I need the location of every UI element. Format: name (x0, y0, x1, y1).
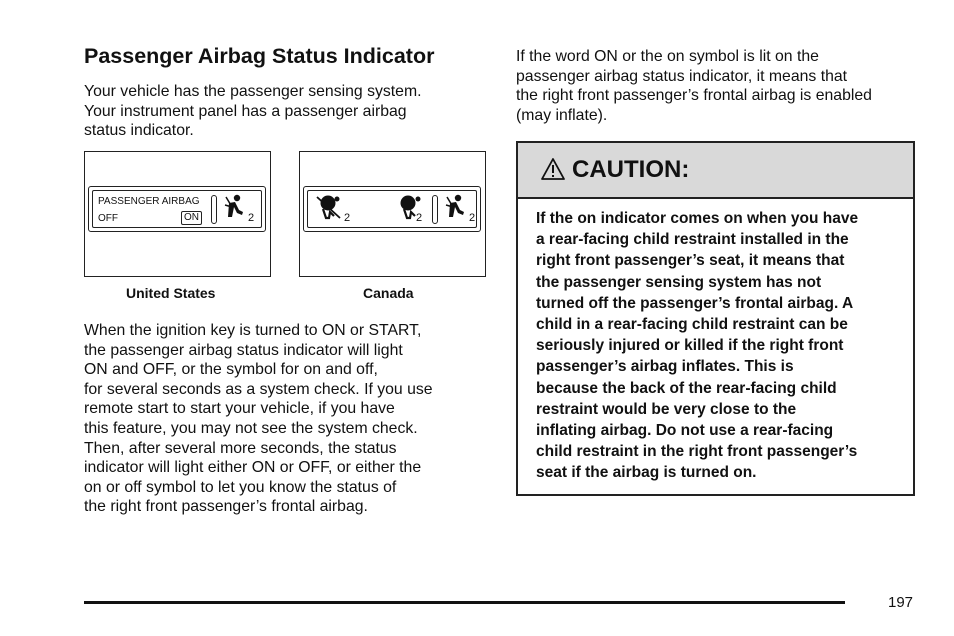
canada-subscript-1: 2 (344, 212, 351, 224)
ignition-line: this feature, you may not see the system check. (84, 419, 418, 437)
canada-divider (432, 195, 438, 224)
us-label-off: OFF (98, 213, 118, 224)
caution-header (518, 143, 913, 199)
airbag-seated-passenger-icon (223, 193, 247, 223)
page-number: 197 (888, 594, 914, 611)
section-heading: Passenger Airbag Status Indicator (84, 44, 435, 68)
caution-line: right front passenger’s seat, it means that (536, 252, 845, 270)
us-label-on: ON (181, 211, 202, 225)
ignition-line: for several seconds as a system check. If you use (84, 380, 433, 398)
caution-line: If the on indicator comes on when you have (536, 210, 859, 227)
caution-line: turned off the passenger’s frontal airbag. A (536, 294, 854, 312)
us-caption: United States (126, 285, 216, 301)
intro-line: Your instrument panel has a passenger airbag (84, 102, 407, 120)
caution-line: a rear-facing child restraint installed in the (536, 231, 849, 249)
footer-rule (84, 601, 845, 604)
canada-subscript-3: 2 (469, 212, 476, 224)
caution-line: the passenger sensing system has not (536, 273, 822, 291)
ignition-line: remote start to start your vehicle, if you have (84, 400, 395, 418)
caution-line: child in a rear-facing child restraint can be (536, 316, 848, 334)
us-label-passenger-airbag: PASSENGER AIRBAG (98, 196, 200, 207)
caution-line: seat if the airbag is turned on. (536, 464, 757, 482)
canada-caption: Canada (363, 285, 414, 301)
ignition-line: the passenger airbag status indicator will light (84, 341, 403, 359)
caution-line: restraint would be very close to the (536, 400, 797, 418)
canada-subscript-2: 2 (416, 212, 423, 224)
ignition-line: the right front passenger’s frontal airbag. (84, 498, 368, 516)
caution-body (536, 208, 858, 484)
us-indicator-figure (84, 151, 271, 277)
on-indicator-line: If the word ON or the on symbol is lit on the (516, 48, 819, 65)
caution-line: child restraint in the right front passenger’s (536, 443, 858, 461)
us-subscript: 2 (248, 212, 255, 224)
ignition-line: ON and OFF, or the symbol for on and off, (84, 361, 378, 379)
us-divider (211, 195, 217, 224)
caution-title: CAUTION: (572, 156, 690, 183)
intro-line: status indicator. (84, 122, 194, 140)
airbag-seated-passenger-icon (444, 193, 468, 223)
warning-triangle-icon (540, 157, 566, 181)
ignition-paragraph (84, 321, 433, 517)
on-indicator-line: passenger airbag status indicator, it means that (516, 67, 848, 85)
canada-indicator-figure (299, 151, 486, 277)
on-indicator-line: the right front passenger’s frontal airbag is enabled (516, 87, 872, 105)
caution-line: inflating airbag. Do not use a rear-facing (536, 422, 834, 440)
caution-line: because the back of the rear-facing child (536, 379, 837, 397)
caution-box (516, 141, 915, 496)
on-indicator-line: (may inflate). (516, 106, 608, 124)
on-indicator-paragraph (516, 47, 872, 125)
ignition-line: on or off symbol to let you know the status of (84, 478, 397, 496)
caution-line: seriously injured or killed if the right front (536, 337, 844, 355)
intro-line: Your vehicle has the passenger sensing system. (84, 83, 422, 100)
airbag-off-symbol-icon (314, 194, 344, 222)
ignition-line: indicator will light either ON or OFF, or either the (84, 459, 422, 477)
ignition-line: When the ignition key is turned to ON or START, (84, 322, 422, 339)
caution-line: passenger’s airbag inflates. This is (536, 358, 794, 376)
us-indicator-panel (88, 186, 266, 232)
intro-paragraph (84, 82, 422, 141)
ignition-line: Then, after several more seconds, the status (84, 439, 397, 457)
canada-indicator-panel (303, 186, 481, 232)
